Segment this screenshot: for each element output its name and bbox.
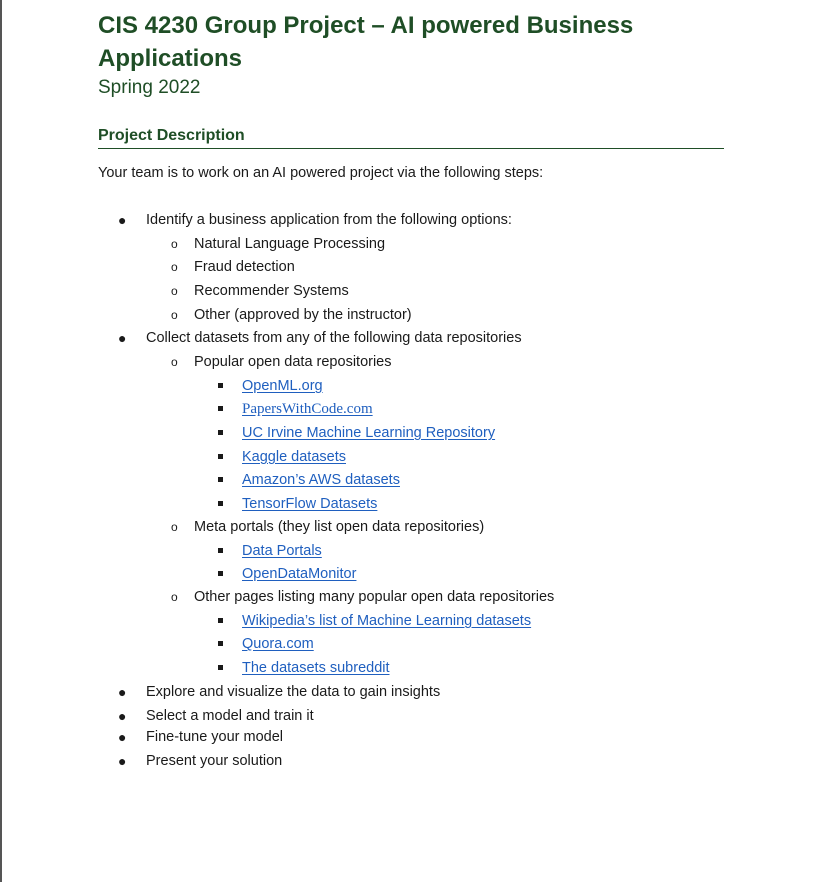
step-finetune-label: Fine-tune your model — [146, 729, 284, 745]
step-select-label: Select a model and train it — [146, 708, 314, 724]
section-heading: Project Description — [98, 127, 245, 144]
square-bullet-icon — [218, 383, 223, 388]
square-bullet-icon — [218, 571, 223, 576]
option-label: Other (approved by the instructor) — [194, 307, 412, 323]
option-label: Recommender Systems — [194, 283, 349, 299]
link-uci-repository[interactable]: UC Irvine Machine Learning Repository — [242, 425, 496, 441]
hollow-bullet-icon: o — [171, 284, 178, 298]
square-bullet-icon — [218, 430, 223, 435]
square-bullet-icon — [218, 454, 223, 459]
hollow-bullet-icon: o — [171, 520, 178, 534]
hollow-bullet-icon: o — [171, 260, 178, 274]
square-bullet-icon — [218, 641, 223, 646]
hollow-bullet-icon: o — [171, 308, 178, 322]
link-kaggle-datasets[interactable]: Kaggle datasets — [242, 449, 346, 465]
intro-paragraph: Your team is to work on an AI powered project via the following steps: — [98, 165, 544, 181]
bullet-icon: ● — [118, 708, 127, 724]
link-quora[interactable]: Quora.com — [242, 636, 314, 652]
step-collect-label: Collect datasets from any of the following data repositories — [146, 330, 522, 346]
link-data-portals[interactable]: Data Portals — [242, 543, 322, 559]
link-datasets-subreddit[interactable]: The datasets subreddit — [242, 660, 390, 676]
square-bullet-icon — [218, 406, 223, 411]
page-left-border — [0, 0, 2, 882]
step-explore-label: Explore and visualize the data to gain insights — [146, 684, 441, 700]
section-divider — [98, 148, 724, 149]
link-tensorflow-datasets[interactable]: TensorFlow Datasets — [242, 496, 378, 512]
document-subtitle: Spring 2022 — [98, 77, 201, 98]
link-aws-datasets[interactable]: Amazon’s AWS datasets — [242, 472, 400, 488]
meta-portals-label: Meta portals (they list open data repositories) — [194, 519, 485, 535]
option-label: Natural Language Processing — [194, 236, 386, 252]
other-pages-label: Other pages listing many popular open data repositories — [194, 589, 555, 605]
popular-repositories-label: Popular open data repositories — [194, 354, 392, 370]
document-title: CIS 4230 Group Project – AI powered Business Applications — [98, 12, 634, 72]
link-openml[interactable]: OpenML.org — [242, 378, 323, 394]
square-bullet-icon — [218, 618, 223, 623]
bullet-icon: ● — [118, 330, 127, 346]
hollow-bullet-icon: o — [171, 355, 178, 369]
option-label: Fraud detection — [194, 259, 295, 275]
step-present-label: Present your solution — [146, 753, 283, 769]
bullet-icon: ● — [118, 753, 127, 769]
step-identify-label: Identify a business application from the following options: — [146, 212, 512, 228]
square-bullet-icon — [218, 548, 223, 553]
bullet-icon: ● — [118, 212, 127, 228]
link-wikipedia-ml-datasets[interactable]: Wikipedia’s list of Machine Learning datasets — [242, 613, 532, 629]
bullet-icon: ● — [118, 684, 127, 700]
square-bullet-icon — [218, 665, 223, 670]
hollow-bullet-icon: o — [171, 590, 178, 604]
bullet-icon: ● — [118, 729, 127, 745]
hollow-bullet-icon: o — [171, 237, 178, 251]
link-paperswithcode[interactable]: PapersWithCode.com — [242, 401, 373, 417]
link-opendatamonitor[interactable]: OpenDataMonitor — [242, 566, 357, 582]
square-bullet-icon — [218, 477, 223, 482]
square-bullet-icon — [218, 501, 223, 506]
